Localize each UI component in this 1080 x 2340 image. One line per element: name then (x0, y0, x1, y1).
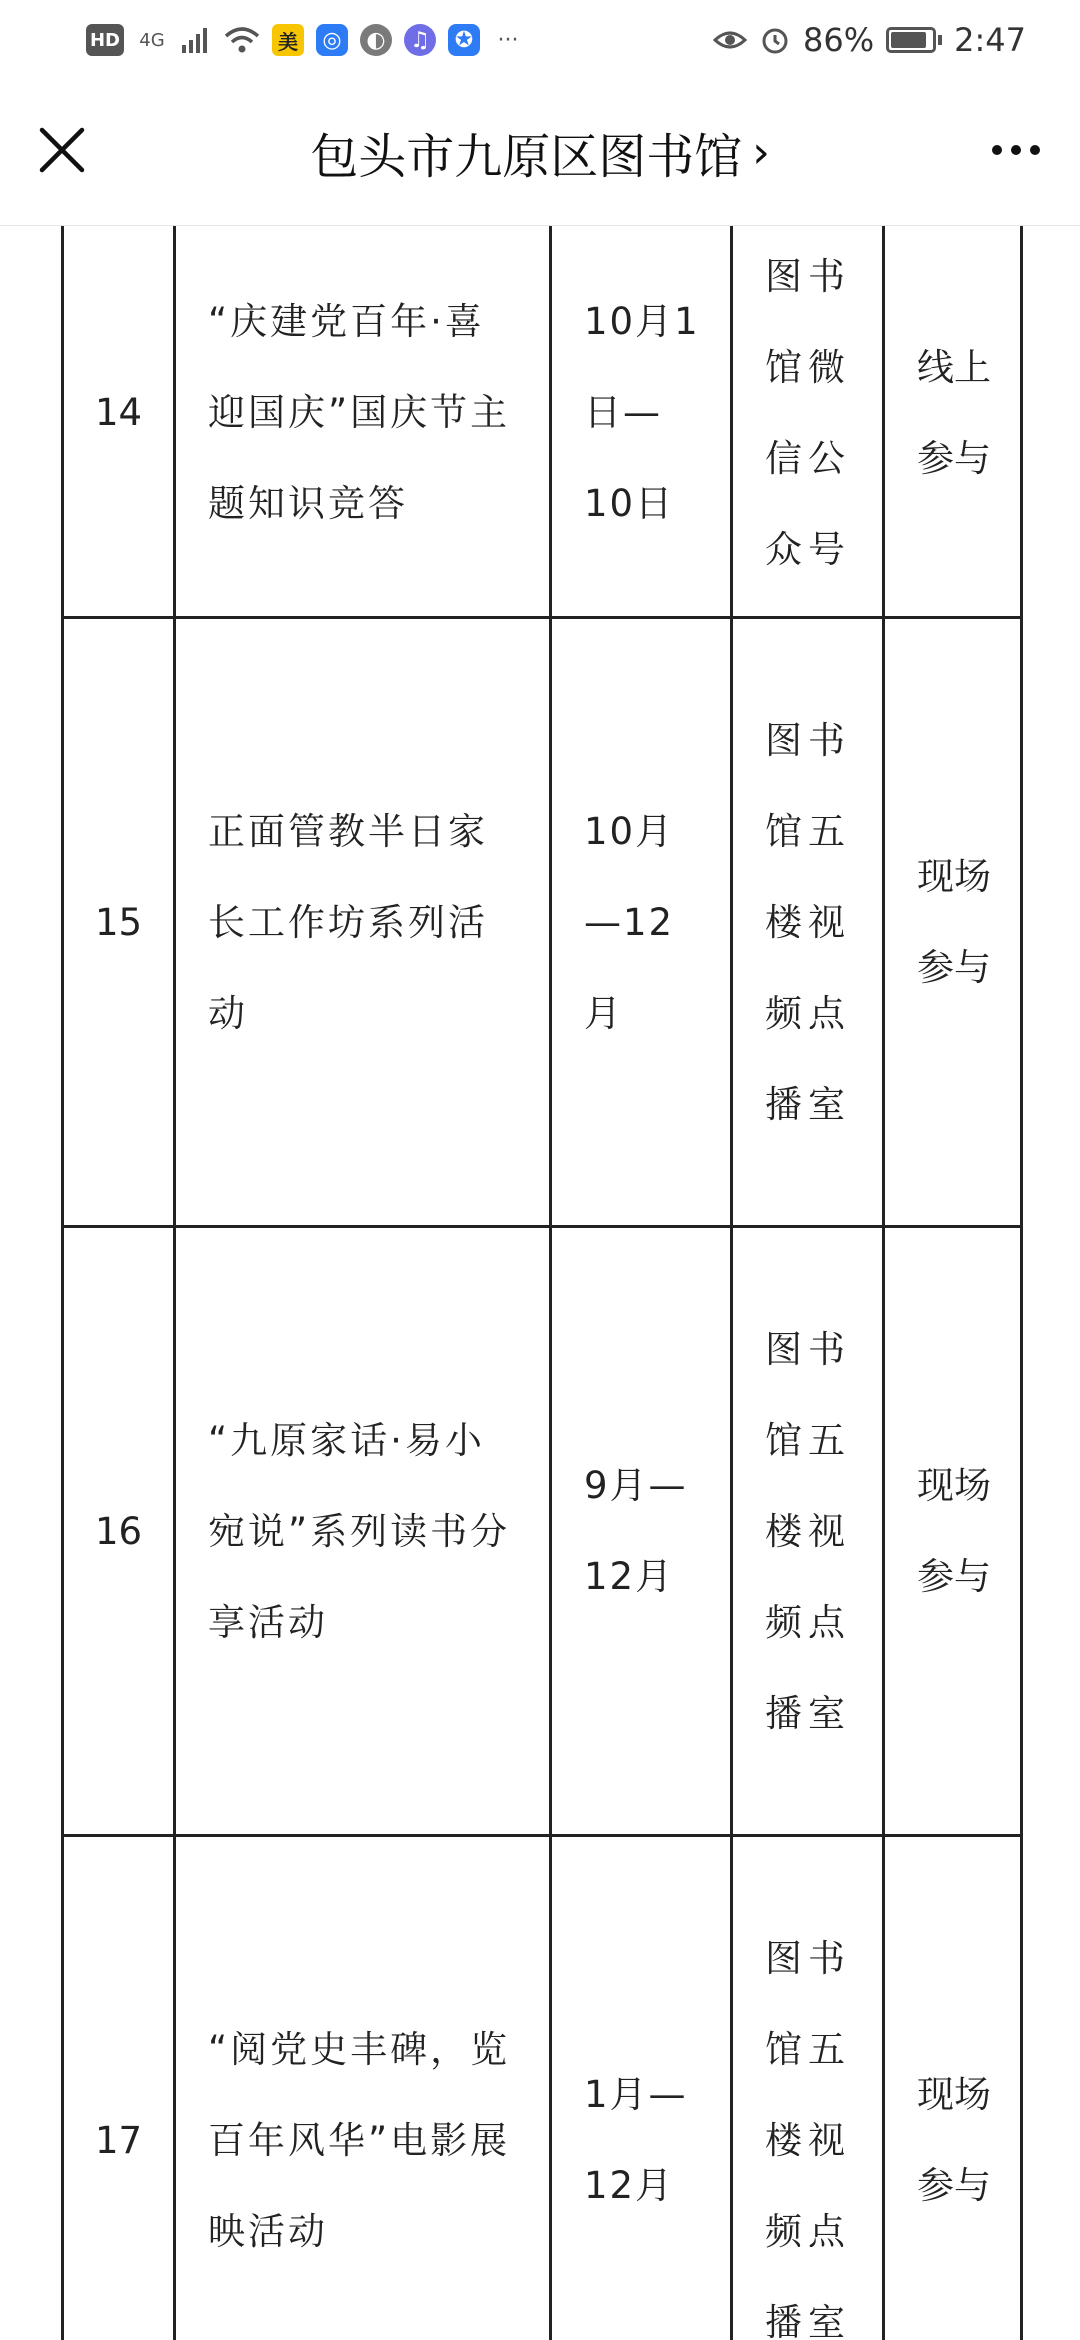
participation-mode: 现场参与 (884, 618, 1022, 1227)
wifi-icon (224, 24, 260, 56)
meituan-app-icon: 美 (272, 24, 304, 56)
row-number: 14 (63, 226, 175, 618)
activity-name: “庆建党百年·喜迎国庆”国庆节主题知识竞答 (175, 226, 551, 618)
table-row (63, 618, 1022, 1227)
signal-bars-icon (180, 24, 212, 56)
more-options-button[interactable] (986, 130, 1046, 170)
participation-mode: 现场参与 (884, 1227, 1022, 1836)
browser-app-icon: ◎ (316, 24, 348, 56)
more-dot-icon (1030, 145, 1040, 155)
table-row (63, 226, 1022, 618)
participation-mode: 现场参与 (884, 1836, 1022, 2340)
participation-mode: 线上参与 (884, 226, 1022, 618)
more-dot-icon (1011, 145, 1021, 155)
bulb-app-icon: ✪ (448, 24, 480, 56)
eye-comfort-icon (713, 24, 747, 56)
activity-location: 图书馆五楼视频点播室 (732, 618, 884, 1227)
table-row (63, 1836, 1022, 2340)
status-icons-left (86, 24, 524, 56)
activity-name: 正面管教半日家长工作坊系列活动 (175, 618, 551, 1227)
activity-date: 9月—12月 (551, 1227, 732, 1836)
activity-date: 10月1日—10日 (551, 226, 732, 618)
close-button[interactable] (34, 122, 90, 178)
hd-badge: HD (86, 24, 124, 56)
globe-app-icon: ◐ (360, 24, 392, 56)
chevron-right-icon: › (752, 127, 770, 178)
more-notifications-icon: ··· (497, 27, 519, 53)
music-app-icon: ♫ (404, 24, 436, 56)
more-dot-icon (992, 145, 1002, 155)
clock: 2:47 (954, 21, 1026, 59)
page-title: 包头市九原区图书馆 (310, 129, 743, 185)
row-number: 16 (63, 1227, 175, 1836)
nav-bar (0, 80, 1080, 226)
battery-percent: 86% (803, 21, 875, 59)
row-number: 15 (63, 618, 175, 1227)
article-content[interactable] (0, 226, 1080, 2340)
account-title-link[interactable] (310, 118, 770, 187)
activity-date: 1月—12月 (551, 1836, 732, 2340)
activity-location: 图书馆微信公众号 (732, 226, 884, 618)
status-icons-right (713, 21, 1026, 59)
activity-name: “九原家话·易小宛说”系列读书分享活动 (175, 1227, 551, 1836)
close-icon (38, 126, 86, 174)
table-row (63, 1227, 1022, 1836)
activity-location: 图书馆五楼视频点播室 (732, 1227, 884, 1836)
alarm-icon (759, 24, 791, 56)
activity-date: 10月—12月 (551, 618, 732, 1227)
battery-icon (886, 27, 936, 53)
battery-tip (938, 35, 942, 45)
activity-name: “阅党史丰碑，览百年风华”电影展映活动 (175, 1836, 551, 2340)
row-number: 17 (63, 1836, 175, 2340)
status-bar (0, 0, 1080, 80)
activity-table (61, 226, 1023, 2340)
activity-location: 图书馆五楼视频点播室 (732, 1836, 884, 2340)
network-type: 4G (139, 29, 165, 51)
